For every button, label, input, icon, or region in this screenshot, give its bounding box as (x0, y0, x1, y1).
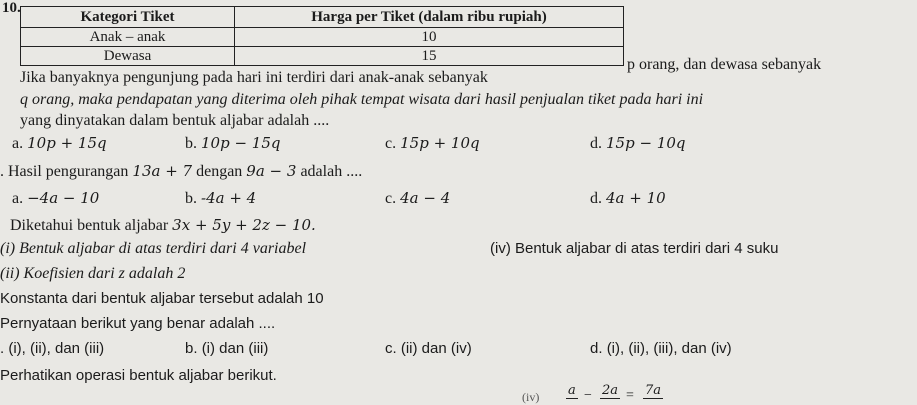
q12-option-a (0, 340, 104, 357)
q10-option-a (12, 134, 107, 153)
option-text: (i), (ii), (iii), dan (iv) (606, 340, 732, 357)
question-number: 10. (2, 0, 21, 16)
q10-line1a: Jika banyaknya pengunjung pada hari ini terdiri dari anak-anak sebanyak (20, 69, 488, 86)
option-expr: 4a + 10 (606, 189, 666, 207)
q12-expr: 3x + 5y + 2z − 10. (172, 216, 316, 234)
q12-option-d (590, 340, 732, 357)
q12-statement-ii: (ii) Koefisien dari z adalah 2 (0, 265, 186, 282)
option-letter: d. (590, 135, 602, 152)
option-text: (i), (ii), dan (iii) (8, 340, 105, 357)
option-letter: b. (185, 135, 197, 152)
q11-prefix: . Hasil pengurangan (0, 163, 129, 180)
q10-line1b: p orang, dan dewasa sebanyak (627, 56, 822, 73)
q13-fraction-3 (643, 383, 663, 399)
q12-statement-iv: (iv) Bentuk aljabar di atas terdiri dari 4 suku (490, 240, 779, 257)
option-letter: a. (12, 190, 24, 207)
option-letter: a. (12, 135, 24, 152)
option-letter: c. (385, 190, 397, 207)
table-row (21, 47, 624, 66)
fraction-numerator: a (568, 383, 576, 398)
table-header-row (21, 7, 624, 28)
option-letter: c. (385, 135, 397, 152)
option-letter: c. (385, 340, 397, 357)
q13-fraction-2 (600, 383, 620, 399)
q11-option-b (185, 189, 256, 208)
option-expr: −4a − 10 (27, 189, 100, 207)
option-expr: 10p − 15q (201, 134, 281, 152)
q13-fraction-1 (566, 383, 578, 399)
q12-intro-text: Diketahui bentuk aljabar (10, 217, 169, 234)
q13-op-minus: − (584, 388, 592, 403)
q10-option-b (185, 134, 280, 153)
q10-line2: q orang, maka pendapatan yang diterima oleh pihak tempat wisata dari hasil penjualan tiket pada hari ini (20, 91, 704, 108)
q13-op-equals: = (626, 388, 634, 403)
option-text: (ii) dan (iv) (400, 340, 472, 357)
q11-expr2: 9a − 3 (246, 162, 297, 180)
option-letter: d. (590, 340, 603, 357)
q11-expr1: 13a + 7 (132, 162, 193, 180)
option-expr: -4a + 4 (201, 189, 257, 207)
option-letter: . (0, 340, 5, 357)
table-header-price: Harga per Tiket (dalam ribu rupiah) (235, 7, 624, 28)
option-expr: 10p + 15q (27, 134, 107, 152)
table-header-category: Kategori Tiket (21, 7, 235, 28)
option-letter: d. (590, 190, 602, 207)
option-expr: 15p + 10q (400, 134, 480, 152)
option-letter: b. (185, 340, 198, 357)
option-text: (i) dan (iii) (201, 340, 269, 357)
q13-item-label: (iv) (522, 390, 540, 404)
q11-option-c (385, 189, 450, 208)
q12-intro (10, 216, 316, 235)
option-letter: b. (185, 190, 197, 207)
q12-ask: Pernyataan berikut yang benar adalah .... (0, 315, 276, 332)
option-expr: 15p − 10q (606, 134, 686, 152)
q12-statement-iii: Konstanta dari bentuk aljabar tersebut adalah 10 (0, 290, 324, 307)
q11-suffix: adalah .... (300, 163, 363, 180)
q13-intro: Perhatikan operasi bentuk aljabar berikut. (0, 367, 277, 384)
ticket-price-table (20, 6, 624, 66)
q12-option-b (185, 340, 268, 357)
q12-option-c (385, 340, 472, 357)
q11-mid: dengan (196, 163, 243, 180)
q11-option-d (590, 189, 666, 208)
option-expr: 4a − 4 (400, 189, 451, 207)
fraction-numerator: 2a (602, 383, 619, 398)
q11-stem (0, 162, 362, 181)
q10-line3: yang dinyatakan dalam bentuk aljabar adalah .... (20, 112, 330, 129)
q11-option-a (12, 189, 99, 208)
q12-statement-i: (i) Bentuk aljabar di atas terdiri dari 4 variabel (0, 240, 307, 257)
table-row (21, 28, 624, 47)
table-cell: Dewasa (21, 47, 235, 66)
fraction-numerator: 7a (645, 383, 662, 398)
table-cell: 15 (235, 47, 624, 66)
q10-option-d (590, 134, 685, 153)
table-cell: Anak – anak (21, 28, 235, 47)
table-cell: 10 (235, 28, 624, 47)
q10-option-c (385, 134, 480, 153)
